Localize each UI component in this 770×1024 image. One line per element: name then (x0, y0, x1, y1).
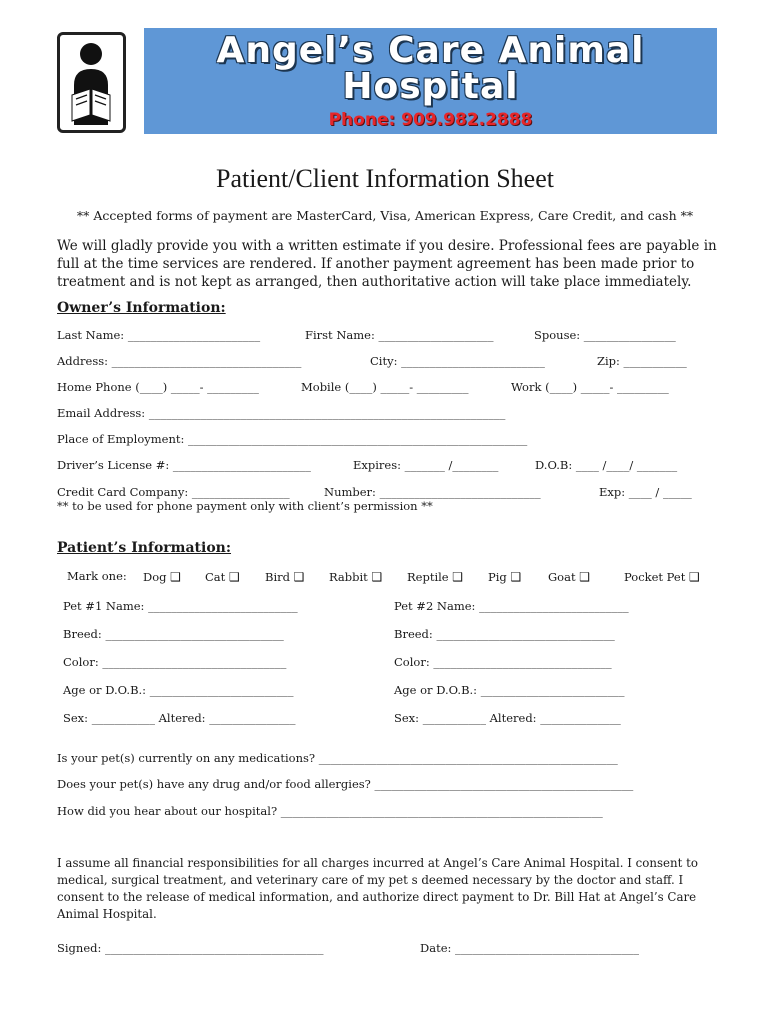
owner-heading: Owner’s Information: (57, 300, 226, 316)
pet1-breed-field[interactable]: Breed: _______________________________ (63, 627, 284, 641)
banner-line-2: Hospital (342, 66, 519, 107)
date-field[interactable]: Date: ________________________________ (420, 941, 640, 955)
banner-phone: Phone: 909.982.2888 (328, 110, 533, 130)
species-label: Dog (143, 570, 167, 584)
medications-field[interactable]: Is your pet(s) currently on any medications? ____________________________________________________ (57, 751, 618, 765)
species-label: Rabbit (329, 570, 368, 584)
pet2-color-field[interactable]: Color: _______________________________ (394, 655, 612, 669)
person-reading-book-icon (60, 35, 123, 130)
checkbox-icon: ❑ (579, 570, 591, 584)
card-usage-note: ** to be used for phone payment only with client’s permission ** (57, 499, 433, 513)
species-label: Pig (488, 570, 507, 584)
hospital-logo (57, 32, 126, 133)
checkbox-icon: ❑ (228, 570, 240, 584)
intro-paragraph: We will gladly provide you with a written estimate if you desire. Professional fees are payable in full at the time services are rendered. If another payment agreement has been made prior to treatment and is not kept as arranged, then authoritative action will take place immediately. (57, 238, 717, 290)
pet2-sex-field[interactable]: Sex: ___________ Altered: ______________ (394, 711, 621, 725)
address-field[interactable]: Address: _________________________________ (57, 354, 302, 368)
page-title: Patient/Client Information Sheet (216, 164, 554, 193)
species-goat-checkbox[interactable] (548, 570, 590, 584)
card-number-field[interactable]: Number: ____________________________ (324, 485, 541, 499)
drivers-license-field[interactable]: Driver’s License #: ________________________ (57, 458, 311, 472)
checkbox-icon: ❑ (452, 570, 464, 584)
last-name-field[interactable]: Last Name: _______________________ (57, 328, 261, 342)
first-name-field[interactable]: First Name: ____________________ (305, 328, 494, 342)
agreement-paragraph: I assume all financial responsibilities for all charges incurred at Angel’s Care Animal Hospital. I consent to medical, surgical treatment, and veterinary care of my pet s deemed necessary by the doctor and staff. I consent to the release of medical information, and authorize direct payment to Dr. Bill Hat at Angel’s Care Animal Hospital. (57, 856, 698, 921)
species-cat-checkbox[interactable] (205, 570, 240, 584)
checkbox-icon: ❑ (371, 570, 383, 584)
species-label: Bird (265, 570, 290, 584)
hospital-banner (144, 28, 717, 134)
species-rabbit-checkbox[interactable] (329, 570, 382, 584)
pet1-color-field[interactable]: Color: ________________________________ (63, 655, 287, 669)
dob-field[interactable]: D.O.B: ____ /____/ _______ (535, 458, 678, 472)
species-dog-checkbox[interactable] (143, 570, 181, 584)
checkbox-icon: ❑ (293, 570, 305, 584)
card-exp-field[interactable]: Exp: ____ / _____ (599, 485, 692, 499)
pet1-name-field[interactable]: Pet #1 Name: __________________________ (63, 599, 298, 613)
license-expires-field[interactable]: Expires: _______ /________ (353, 458, 499, 472)
species-pig-checkbox[interactable] (488, 570, 521, 584)
email-field[interactable]: Email Address: ______________________________________________________________ (57, 406, 506, 420)
pet1-age-field[interactable]: Age or D.O.B.: _________________________ (63, 683, 294, 697)
signature-field[interactable]: Signed: ______________________________________ (57, 941, 324, 955)
species-label: Cat (205, 570, 226, 584)
checkbox-icon: ❑ (689, 570, 700, 584)
work-phone-field[interactable]: Work (____) _____- _________ (511, 380, 669, 394)
patient-heading: Patient’s Information: (57, 540, 232, 556)
home-phone-field[interactable]: Home Phone (____) _____- _________ (57, 380, 259, 394)
mobile-phone-field[interactable]: Mobile (____) _____- _________ (301, 380, 469, 394)
species-bird-checkbox[interactable] (265, 570, 304, 584)
checkbox-icon: ❑ (510, 570, 522, 584)
city-field[interactable]: City: _________________________ (370, 354, 545, 368)
referral-field[interactable]: How did you hear about our hospital? ________________________________________________________ (57, 804, 603, 818)
pet2-breed-field[interactable]: Breed: _______________________________ (394, 627, 615, 641)
spouse-field[interactable]: Spouse: ________________ (534, 328, 676, 342)
species-pocket-pet-checkbox[interactable] (624, 570, 700, 584)
pet2-age-field[interactable]: Age or D.O.B.: _________________________ (394, 683, 625, 697)
pet2-name-field[interactable]: Pet #2 Name: __________________________ (394, 599, 629, 613)
species-label: Pocket Pet (624, 570, 686, 584)
species-reptile-checkbox[interactable] (407, 570, 463, 584)
allergies-field[interactable]: Does your pet(s) have any drug and/or food allergies? _____________________________________________ (57, 777, 634, 791)
banner-line-1: Angel’s Care Animal (216, 30, 645, 71)
species-label: Goat (548, 570, 576, 584)
species-label: Reptile (407, 570, 449, 584)
pet1-sex-field[interactable]: Sex: ___________ Altered: _______________ (63, 711, 296, 725)
checkbox-icon: ❑ (170, 570, 181, 584)
credit-card-company-field[interactable]: Credit Card Company: _________________ (57, 485, 290, 499)
payment-note: ** Accepted forms of payment are MasterCard, Visa, American Express, Care Credit, and cash ** (76, 208, 694, 223)
employment-field[interactable]: Place of Employment: ___________________________________________________________ (57, 432, 528, 446)
mark-one-label: Mark one: (67, 569, 127, 583)
zip-field[interactable]: Zip: ___________ (597, 354, 687, 368)
